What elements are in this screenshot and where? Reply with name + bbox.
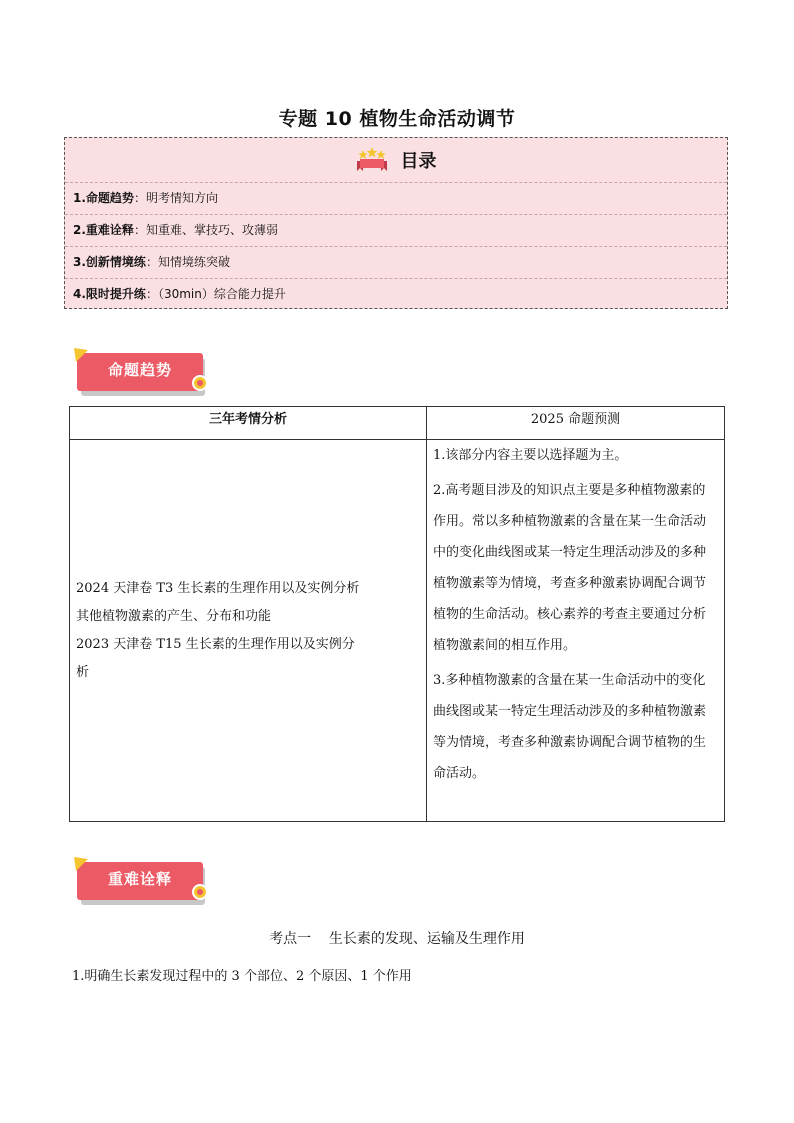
- analysis-cell: [70, 440, 427, 822]
- point-text: 1.明确生长素发现过程中的 3 个部位、2 个原因、1 个作用: [72, 969, 412, 984]
- section-badge-trend: [72, 348, 212, 398]
- toc-header: [65, 138, 727, 183]
- analysis-line: 其他植物激素的产生、分布和功能: [76, 608, 272, 624]
- kaodian-heading: 考点一 生长素的发现、运输及生理作用: [269, 931, 525, 947]
- toc-item-3[interactable]: 3.创新情境练：知情境练突破: [65, 247, 727, 279]
- analysis-line: 析: [76, 664, 90, 680]
- exam-analysis-table: [69, 406, 725, 822]
- table-header-prediction: 2025 命题预测: [427, 407, 725, 440]
- analysis-line: 2023 天津卷 T15 生长素的生理作用以及实例分: [76, 636, 355, 652]
- table-header-analysis: 三年考情分析: [70, 407, 427, 440]
- section-badge-key-points: [72, 857, 212, 907]
- prediction-cell: [427, 440, 725, 822]
- page-title: 专题 10 植物生命活动调节: [278, 108, 516, 130]
- ribbon-stars-icon: [355, 147, 389, 173]
- analysis-line: 2024 天津卷 T3 生长素的生理作用以及实例分析: [76, 580, 360, 596]
- prediction-paragraph: 1.该部分内容主要以选择题为主。: [433, 448, 628, 463]
- toc-item-1[interactable]: 1.命题趋势：明考情知方向: [65, 183, 727, 215]
- section-badge-label: 重难诠释: [107, 870, 172, 888]
- section-badge-label: 命题趋势: [107, 361, 172, 379]
- toc-item-2[interactable]: 2.重难诠释：知重难、掌技巧、攻薄弱: [65, 215, 727, 247]
- table-of-contents: [64, 137, 728, 309]
- toc-title: 目录: [400, 151, 437, 172]
- toc-item-4[interactable]: 4.限时提升练：（30min）综合能力提升: [73, 287, 286, 301]
- prediction-paragraph: 2.高考题目涉及的知识点主要是多种植物激素的作用。常以多种植物激素的含量在某一生命活动中的变化曲线图或某一特定生理活动涉及的多种植物激素等为情境，考查多种激素协调配合调节植物的生命活动。核心素养的考查主要通过分析植物激素间的相互作用。: [433, 483, 707, 653]
- prediction-paragraph: 3.多种植物激素的含量在某一生命活动中的变化曲线图或某一特定生理活动涉及的多种植物激素等为情境，考查多种激素协调配合调节植物的生命活动。: [433, 673, 707, 781]
